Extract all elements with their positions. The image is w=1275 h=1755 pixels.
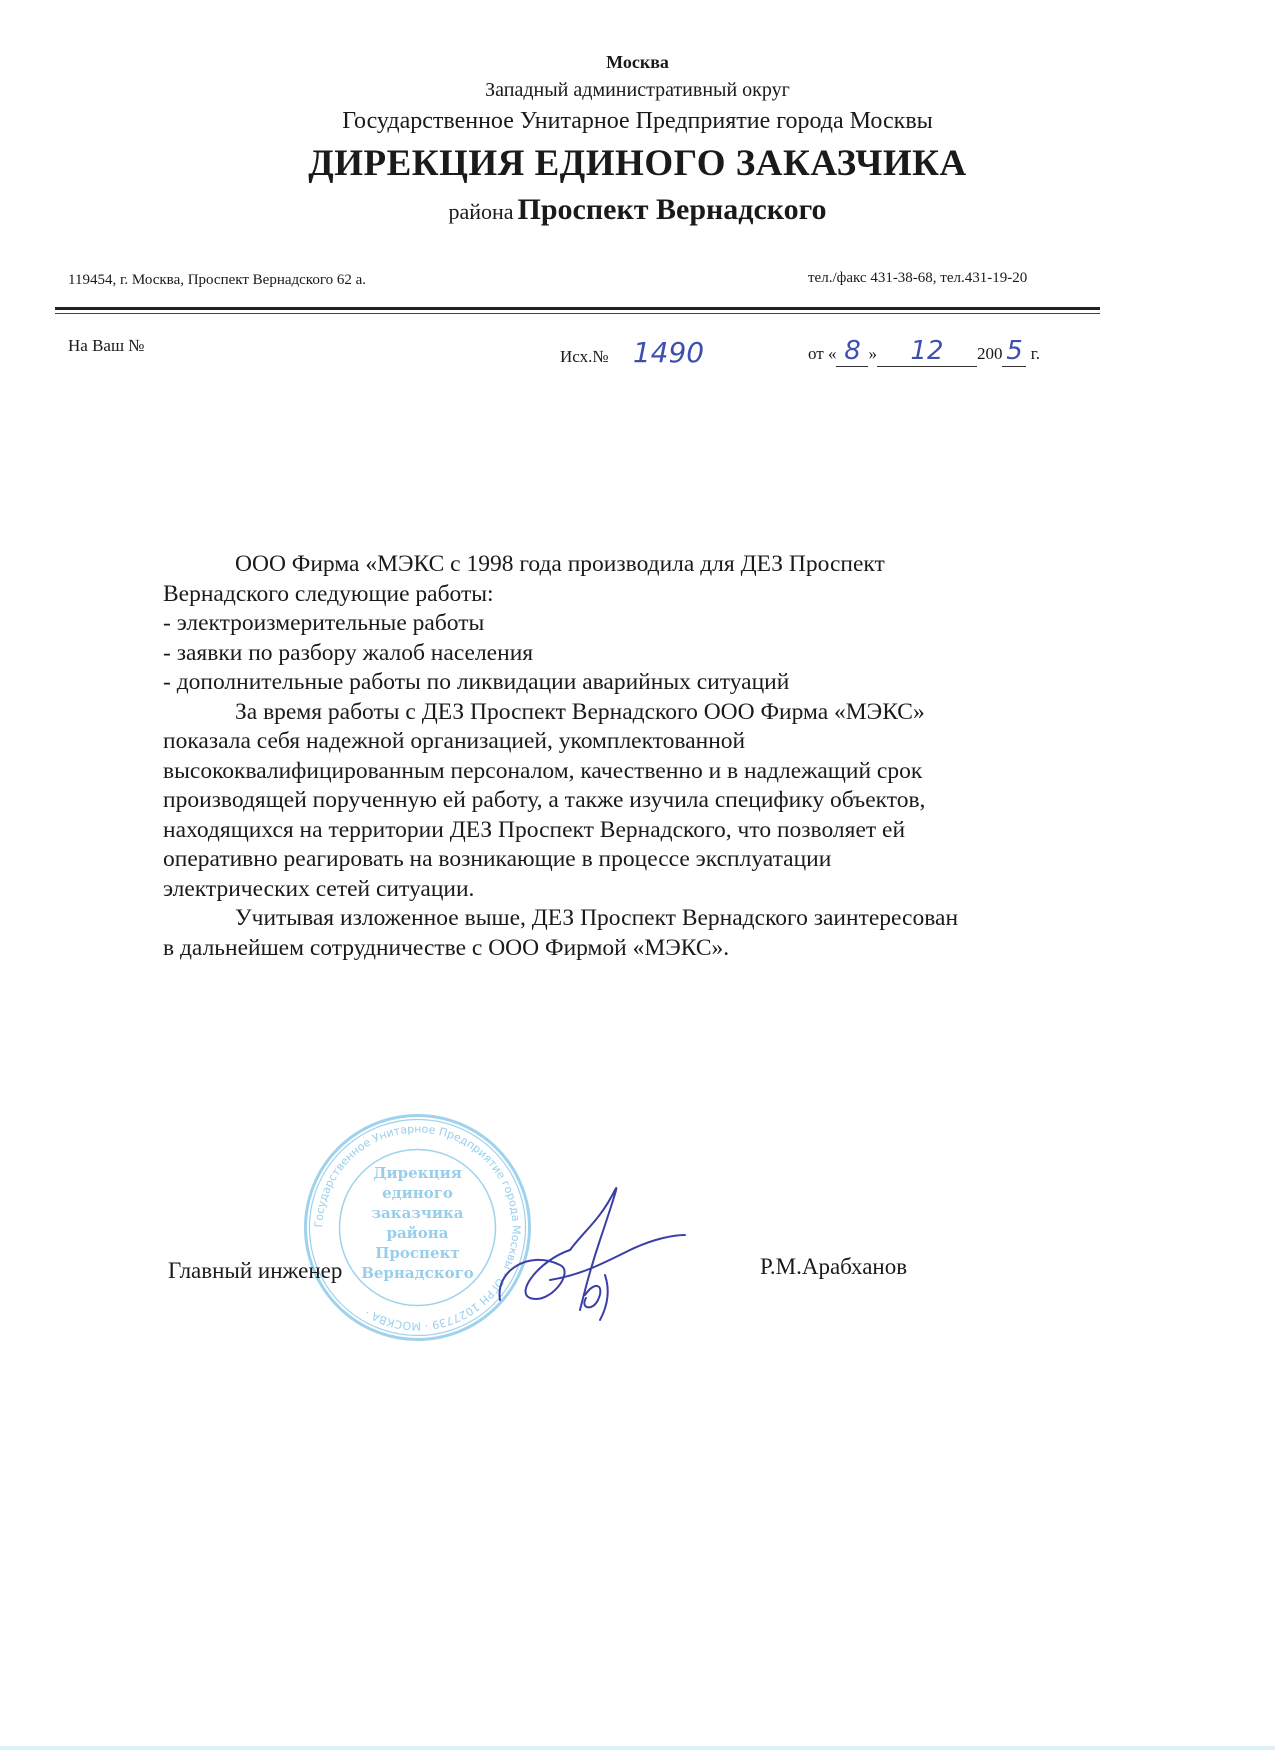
svg-text:Вернадского: Вернадского	[361, 1264, 474, 1282]
outgoing-number-value: 1490	[632, 336, 705, 369]
header-org-name: ДИРЕКЦИЯ ЕДИНОГО ЗАКАЗЧИКА	[308, 143, 967, 184]
body-line: Вернадского следующие работы:	[163, 580, 494, 607]
header-address: 119454, г. Москва, Проспект Вернадского 62 а.	[68, 272, 367, 288]
svg-text:района: района	[386, 1224, 449, 1242]
svg-text:Дирекция: Дирекция	[373, 1164, 462, 1182]
body-line: За время работы с ДЕЗ Проспект Вернадского ООО Фирма «МЭКС»	[235, 698, 925, 725]
date-from-label: от «	[808, 344, 837, 363]
svg-text:заказчика: заказчика	[371, 1204, 464, 1222]
list-item: - заявки по разбору жалоб населения	[163, 639, 534, 666]
date-day: 8	[844, 336, 861, 366]
date-suffix: г.	[1030, 344, 1041, 363]
date-year-prefix: 200	[976, 344, 1003, 363]
header-divider-thick	[55, 307, 1100, 310]
body-line: находящихся на территории ДЕЗ Проспект Вернадского, что позволяет ей	[163, 816, 906, 843]
header-area-name: Проспект Вернадского	[517, 193, 827, 226]
header-district: Западный административный округ	[485, 79, 790, 101]
body-line: оперативно реагировать на возникающие в процессе эксплуатации	[163, 846, 832, 872]
handwritten-signature-icon	[490, 1180, 690, 1340]
body-line: ООО Фирма «МЭКС с 1998 года производила для ДЕЗ Проспект	[235, 551, 885, 577]
body-line: Учитывая изложенное выше, ДЕЗ Проспект Вернадского заинтересован	[235, 905, 959, 931]
body-line: показала себя надежной организацией, укомплектованной	[163, 728, 746, 754]
signatory-title: Главный инженер	[168, 1258, 343, 1283]
header-area	[0, 193, 1275, 227]
list-item: - дополнительные работы по ликвидации аварийных ситуаций	[163, 669, 790, 695]
header-phones: тел./факс 431-38-68, тел.431-19-20	[808, 270, 1028, 286]
date-year-digit: 5	[1006, 336, 1023, 366]
svg-text:Проспект: Проспект	[375, 1244, 460, 1262]
body-line: в дальнейшем сотрудничестве с ООО Фирмой «МЭКС».	[163, 934, 730, 961]
date-mid: »	[868, 344, 877, 363]
header-area-prefix: района	[448, 199, 514, 224]
document-date	[808, 336, 1040, 367]
body-line: высококвалифицированным персоналом, качественно и в надлежащий срок	[163, 757, 923, 784]
scan-edge	[0, 1746, 1275, 1750]
date-month: 12	[910, 336, 944, 366]
header-divider-thin	[55, 313, 1100, 314]
svg-text:единого: единого	[382, 1184, 453, 1202]
outgoing-number	[560, 336, 704, 369]
body-line: производящей порученную ей работу, а также изучила специфику объектов,	[163, 787, 926, 813]
header-enterprise: Государственное Унитарное Предприятие города Москвы	[342, 108, 933, 134]
outgoing-number-label: Исх.№	[560, 347, 609, 366]
signatory-name: Р.М.Арабханов	[760, 1254, 908, 1279]
svg-text:Государственное Унитарное Пред: Государственное Унитарное Предприятие города Москвы · ОГРН 1027739 · МОСКВА ·	[312, 1122, 523, 1333]
list-item: - электроизмерительные работы	[163, 610, 485, 636]
body-line: электрических сетей ситуации.	[163, 875, 475, 902]
your-number-label: На Ваш №	[68, 336, 145, 355]
letter-body	[163, 550, 1143, 963]
header-city: Москва	[606, 52, 669, 72]
